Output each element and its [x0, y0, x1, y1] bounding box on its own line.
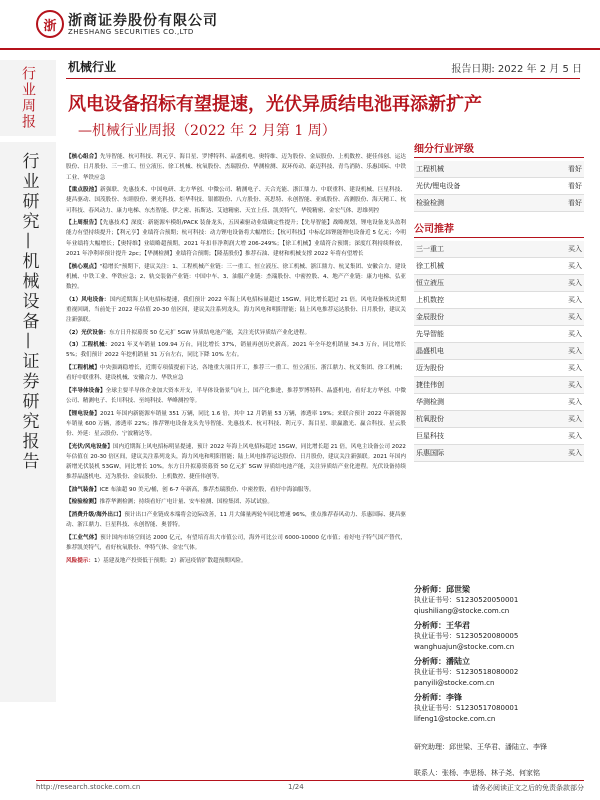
paragraph-text: 【先惠技术】深度：新能源车模组/PACK 装备龙头，五因素驱动业绩确定性提升；【先导智能】战略规划，锂电设备龙头盈利能力有望持续提升；【利元亨】业绩符合预期；杭可科技：动力锂电设备将大幅增长；【杭可科技】中标亿纬锂能锂电设备近 5 亿元；今明年业绩将大幅增长；【奥特维】业绩略超预期，2021 年扣非净利润大增 206-249%；【徐工机械】业绩符合预期；深度红利持续释放，2021 年净利率预计提升 2pc；【华测检测】业绩符合预期；【隆基股份】推荐石油、建材和机械支撑 2022 年将有望增长 — [66, 220, 406, 258]
paragraph-text: "稳增长"预期下，建议关注：1、工程机械产业链：三一重工、恒立液压、徐工机械、浙江鼎力、杭叉集团、安徽合力、建设机械、中铁工业、华铁应急；2、轨交装备产业链：中国中车、3、油服产业链：杰瑞股份、中密控股、4、地产产业链：康力电梯、弘亚数控。 — [66, 263, 406, 291]
paragraph-text: 2021 年国内新能源车销量 351 万辆，同比 1.6 倍，其中 12 月销量 53 万辆，渗透率 19%；来联合预计 2022 年新能源车销量 600 万辆，渗透率 22%；推荐锂电设备龙头先导智能、先惠技术、杭可科技、利元亨、海目星、联赢激光、赢合科技、星云股份、外延：星云股份、宁波精达等。 — [66, 410, 406, 438]
row-name: 巨星科技 — [414, 428, 523, 445]
row-rating: 买入 — [523, 292, 584, 309]
row-name: 金辰股份 — [414, 309, 523, 326]
analyst-block — [414, 620, 584, 653]
paragraph-heading: 【上周报告】 — [66, 220, 100, 227]
paragraph-heading: 【工业气体】 — [66, 534, 101, 541]
row-rating: 买入 — [523, 343, 584, 360]
body-paragraph — [66, 340, 406, 361]
row-rating: 买入 — [523, 309, 584, 326]
rating-table — [414, 161, 584, 212]
row-rating: 买入 — [523, 258, 584, 275]
report-date: 报告日期: 2022 年 2 月 5 日 — [451, 64, 582, 75]
body-paragraph — [66, 152, 406, 183]
row-name: 恒立液压 — [414, 275, 523, 292]
row-name: 捷佳伟创 — [414, 377, 523, 394]
paragraph-heading: 【油气装备】 — [66, 486, 100, 493]
recommend-row — [414, 360, 584, 377]
paragraph-heading: 【重点股池】 — [66, 187, 101, 194]
recommend-row — [414, 326, 584, 343]
paragraph-text: ICE 布油超 90 美元/桶，创 6-7 年新高，推荐杰瑞股份、中密控股，看好中海油服等。 — [99, 486, 315, 493]
analyst-block — [414, 656, 584, 689]
body-paragraph — [66, 328, 406, 338]
row-name: 三一重工 — [414, 241, 523, 258]
right-column — [414, 140, 584, 462]
paragraph-heading: 【光伏/风电设备】 — [66, 443, 113, 450]
row-rating: 买入 — [523, 275, 584, 292]
paragraph-text: 2021 年叉车销量 109.94 万台，同比增长 37%，销量再创历史新高。2021 年全年挖机销量 34.3 万台，同比增长 5%；我们预计 2022 年挖机销量 31 万台左右，同比下降 10% 左右。 — [66, 342, 406, 359]
row-rating: 买入 — [523, 241, 584, 258]
recommend-title: 公司推荐 — [414, 220, 584, 238]
row-name: 检验检测 — [414, 195, 538, 212]
paragraph-heading: （1）风电设备： — [66, 296, 110, 303]
footer-divider — [36, 780, 584, 781]
paragraph-heading: （2）光伏设备： — [66, 329, 110, 336]
body-paragraph — [66, 218, 406, 259]
report-title: 风电设备招标有望提速，光伏异质结电池再添新扩产 — [68, 94, 482, 115]
company-logo-icon: 浙 — [36, 10, 64, 38]
body-paragraph — [66, 497, 406, 507]
row-name: 上机数控 — [414, 292, 523, 309]
paragraph-heading: 【检验检测】 — [66, 499, 100, 506]
paragraph-heading: 【工程机械】 — [66, 364, 101, 371]
paragraph-text: 东方日升拟募资 50 亿元扩 5GW 异质结电池产能，关注光伏异质结产业化进程。 — [109, 329, 311, 336]
analyst-email[interactable]: wanghuajun@stocke.com.cn — [414, 643, 515, 651]
recommend-row — [414, 445, 584, 462]
row-rating: 买入 — [523, 428, 584, 445]
analyst-name: 分析师：王华君 — [414, 621, 470, 630]
paragraph-text: 预计国内市场空间达 2000 亿元，有望培育出大市值公司，海外可比公司 6000-10000 亿市值；看好电子特气国产替代，推荐凯美特气，看好杭氧股份、华特气体、金宏气体。 — [66, 534, 406, 552]
paragraph-heading: 【消费升级/海外出口】 — [66, 511, 125, 518]
analyst-cert: 执业证书号：S1230517080001 — [414, 704, 519, 712]
row-rating: 看好 — [538, 178, 584, 195]
paragraph-text: 先导智能、杭可科技、利元亨、海目星、罗博特科、晶盛机电、奥特维、迈为股份、金辰股份、上机数控、捷佳伟创、运达股份、日月股份、三一重工、恒立液压、徐工机械、杭氧股份、杰瑞股份、华测检测、双环传动、豪迈科技、青鸟消防、乐惠国际、中铁工业、华铁应急 — [66, 154, 406, 181]
recommend-row — [414, 394, 584, 411]
company-name-en: ZHESHANG SECURITIES CO.,LTD — [68, 28, 194, 36]
row-rating: 买入 — [523, 445, 584, 462]
research-assistants: 研究助理：邱世梁、王华君、潘陆立、李锋 — [414, 743, 547, 751]
recommend-table — [414, 241, 584, 462]
report-type-vertical: 行业周报 — [20, 66, 36, 130]
analyst-cert: 执业证书号：S1230520050001 — [414, 596, 519, 604]
paragraph-text: 推荐华测检测；持续看好广电计量、安车检测、国检集团、苏试试验。 — [99, 499, 273, 506]
row-name: 杭氧股份 — [414, 411, 523, 428]
recommend-row — [414, 258, 584, 275]
sector-label: 机械行业 — [68, 60, 117, 74]
paragraph-heading: 【半导体设备】 — [66, 387, 106, 394]
report-category-vertical: 行业研究—机械设备—证券研究报告 — [18, 152, 39, 472]
paragraph-heading: 【核心观点】 — [66, 263, 100, 270]
contacts: 联系人：张杨、李思杨、林子尧、何家铭 — [414, 769, 540, 777]
body-paragraph — [66, 442, 406, 483]
side-band-top — [0, 60, 56, 136]
row-rating: 买入 — [523, 326, 584, 343]
row-name: 工程机械 — [414, 161, 538, 178]
paragraph-heading: 【核心组合】 — [66, 154, 101, 160]
footer-disclaimer: 请务必阅读正文之后的免责条款部分 — [472, 784, 584, 792]
body-paragraph — [66, 556, 406, 566]
paragraph-heading: 风险提示： — [66, 557, 94, 564]
analyst-cert: 执业证书号：S1230518080002 — [414, 668, 519, 676]
analyst-cert: 执业证书号：S1230520080005 — [414, 632, 519, 640]
rating-row — [414, 195, 584, 212]
rating-row — [414, 178, 584, 195]
analyst-block — [414, 692, 584, 725]
row-name: 光伏/锂电设备 — [414, 178, 538, 195]
report-body — [66, 152, 406, 568]
row-name: 迈为股份 — [414, 360, 523, 377]
title-divider — [66, 78, 580, 79]
row-rating: 买入 — [523, 377, 584, 394]
row-rating: 买入 — [523, 360, 584, 377]
paragraph-text: 预计出口产业链成本端将会边际改善，11 月大储量两轮车同比增速 96%，重点推荐春风动力、乐惠国际、捷昌驱动、浙江鼎力、巨星科技、永创智能、奥普特。 — [66, 511, 406, 529]
row-rating: 看好 — [538, 161, 584, 178]
recommend-row — [414, 377, 584, 394]
paragraph-heading: （3）工程机械： — [66, 342, 111, 349]
row-name: 先导智能 — [414, 326, 523, 343]
body-paragraph — [66, 510, 406, 531]
body-paragraph — [66, 533, 406, 554]
recommend-row — [414, 275, 584, 292]
paragraph-text: 1）基建及地产投资低于预期；2）新冠疫情扩散超预期风险。 — [93, 557, 247, 564]
recommend-row — [414, 292, 584, 309]
body-paragraph — [66, 485, 406, 495]
recommend-row — [414, 343, 584, 360]
analyst-name: 分析师：邱世梁 — [414, 585, 470, 594]
body-paragraph — [66, 409, 406, 440]
recommend-row — [414, 411, 584, 428]
paragraph-text: 新强联、先惠技术、中国电研、北方华创、中微公司、精测电子、天合光能、浙江鼎力、中联重科、建设机械、巨星科技、捷昌驱动、国茂股份、东睦股份、聚光科技、炬华科技、银都股份、八方股份、英思特、永创智能、亚威股份、高测股份、海天精工、杭可科技、春风动力、康力电梯、东杰智能、伊之密、拓斯达、艾迪精密、天宜上佳、凯美特气、华锐精密、金宏气体、思维列控 — [66, 187, 406, 214]
body-paragraph — [66, 262, 406, 293]
rating-title: 细分行业评级 — [414, 140, 584, 158]
paragraph-text: 国内近期海上风电招标提速，我们预计 2022 年海上风电招标量超过 15GW，同比增长超过 21 倍。风电设备板块近期重视回调，当前处于 2022 年估值 20-30 倍区间，建议关注系列龙头，海力风电和明阳智能；陆上风电推荐运达股份、日月股份，建议关注新强联。 — [66, 296, 406, 324]
recommend-row — [414, 309, 584, 326]
analyst-name: 分析师：潘陆立 — [414, 657, 470, 666]
analyst-email[interactable]: panyili@stocke.com.cn — [414, 679, 495, 687]
paragraph-text: 全球主要半导体企业加大资本开支，半导体设备景气向上，国产化推进，推荐罗博特科、晶盛机电，看好北方华创、中微公司、精测电子、长川科技、至纯科技、华峰测控等。 — [66, 387, 406, 405]
report-subtitle: —机械行业周报（2022 年 2 月第 1 周） — [78, 123, 336, 139]
row-name: 徐工机械 — [414, 258, 523, 275]
analyst-block — [414, 584, 584, 617]
header-divider — [0, 48, 600, 50]
footer-url[interactable]: http://research.stocke.com.cn — [36, 783, 141, 791]
recommend-row — [414, 241, 584, 258]
row-rating: 买入 — [523, 394, 584, 411]
body-paragraph — [66, 185, 406, 216]
paragraph-heading: 【锂电设备】 — [66, 410, 100, 417]
analyst-email[interactable]: qiushiliang@stocke.com.cn — [414, 607, 510, 615]
row-name: 乐惠国际 — [414, 445, 523, 462]
row-name: 华测检测 — [414, 394, 523, 411]
body-paragraph — [66, 363, 406, 384]
row-name: 晶盛机电 — [414, 343, 523, 360]
row-rating: 看好 — [538, 195, 584, 212]
paragraph-text: 中央强调稳增长，近期专项债提前下达，各地重大项目开工，推荐三一重工、恒立液压、浙江鼎力、杭叉集团、徐工机械；看好中联重科、建设机械、安徽合力、华铁应急 — [66, 364, 406, 382]
body-paragraph — [66, 386, 406, 407]
side-band — [0, 142, 56, 702]
analyst-email[interactable]: lifeng1@stocke.com.cn — [414, 715, 496, 723]
body-paragraph — [66, 295, 406, 326]
row-rating: 买入 — [523, 411, 584, 428]
paragraph-text: 国内近期海上风电招标明显提速，预计 2022 年海上风电招标超过 15GW，同比增长超 21 倍，风电主设备公司 2022 年估值在 20-30 倍区间，建议关注系列龙头，海力风电和明阳智能；陆上风电推荐运达股份、日月股份，建议关注新强联。2021 年国内新增光伏装机 53GW，同比增长 10%。东方日升拟募资募资 50 亿元扩 5GW 异质结电池产能，关注异质结产业化进程。光伏设备持续推荐晶盛机电、迈为股份、金辰股份、上机数控、捷佳伟创等。 — [66, 443, 406, 481]
company-name: 浙商证券股份有限公司 — [68, 13, 218, 29]
rating-row — [414, 161, 584, 178]
analyst-name: 分析师：李锋 — [414, 693, 462, 702]
page-number: 1/24 — [288, 783, 304, 791]
recommend-row — [414, 428, 584, 445]
